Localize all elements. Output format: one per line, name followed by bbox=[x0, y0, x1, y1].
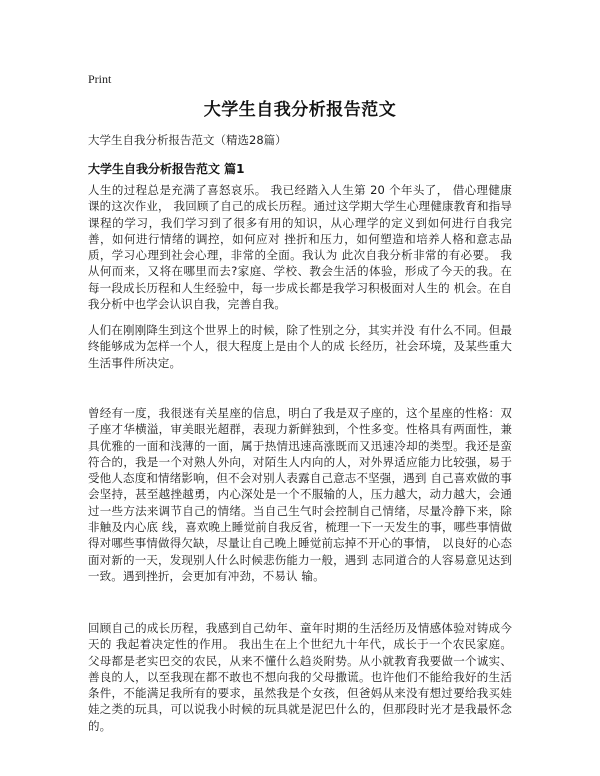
paragraph-1: 人生的过程总是充满了喜怒哀乐。 我已经踏入人生第 20 个年头了， 借心理健康课的这次作业， 我回顾了自己的成长历程。通过这学期大学生心理健康教育和指导课程的学习，我们学习到了很多有用的知识，从心理学的定义到如何进行自我完善，如何进行情绪的调控，如何应对 挫折和压力，如何塑造和培养人格和意志品质，学习心理到社会心理，非常的全面。我认为 此次自我分析非常的有必要。 我从何而来，又将在哪里而去?家庭、学校、教会生活的体验，形成了今天的我。在每一段成长历程和人生经验中，每一步成长都是我学习积极面对人生的 机会。在自我分析中也学会认识自我，完善自我。 bbox=[88, 183, 512, 312]
document-subtitle: 大学生自我分析报告范文（精选28篇） bbox=[88, 133, 287, 147]
paragraph-4: 回顾自己的成长历程，我感到自己幼年、童年时期的生活经历及情感体验对铸成今天的 我起着决定性的作用。 我出生在上个世纪九十年代，成长于一个农民家庭。父母都是老实巴交的农民，从来不懂什么趋炎附势。从小就教育我要做一个诚实、善良的人，以至我现在都不敢也不想向我的父母撒谎。也许他们不能给我好的生活条件，不能满足我所有的要求，虽然我是个女孩，但爸妈从来没有想过要给我买娃娃之类的玩具，可以说我小时候的玩具就是泥巴什么的，但那段时光才是我最怀念的。 bbox=[88, 621, 512, 733]
section-heading: 大学生自我分析报告范文 篇1 bbox=[88, 162, 245, 176]
paragraph-2: 人们在刚刚降生到这个世界上的时候，除了性别之分，其实并没 有什么不同。但最终能够成为怎样一个人，很大程度上是由个人的成 长经历，社会环境，及某些重大生活事件所决定。 bbox=[88, 323, 512, 370]
page-title: 大学生自我分析报告范文 bbox=[203, 100, 397, 120]
print-link[interactable]: Print bbox=[88, 72, 112, 86]
paragraph-3: 曾经有一度，我很迷有关星座的信息，明白了我是双子座的，这个星座的性格：双子座才华横溢，审美眼光超群，表现力新鲜独到，个性多变。性格具有两面性，兼具优雅的一面和浅薄的一面，属于热情迅速高涨既而又迅速冷却的类型。我还是蛮符合的，我是一个对熟人外向，对陌生人内向的人，对外界适应能力比较强，易于受他人态度和情绪影响，但不会对别人表露自己意志不坚强，遇到 自己喜欢做的事会坚持，甚至越挫越勇，内心深处是一个不服输的人，压力越大，动力越大，会通过一些方法来调节自己的情绪。当自己生气时会控制自己情绪，尽量冷静下来，除非触及内心底 线，喜欢晚上睡觉前自我反省，梳理一下一天发生的事，哪些事情做 得对哪些事情做得欠缺，尽量让自己晚上睡觉前忘掉不开心的事情， 以良好的心态面对新的一天，发现别人什么时候悲伤能力一般，遇到 志同道合的人容易意见达到一致。遇到挫折，会更加有冲劲，不易认 输。 bbox=[88, 406, 512, 583]
